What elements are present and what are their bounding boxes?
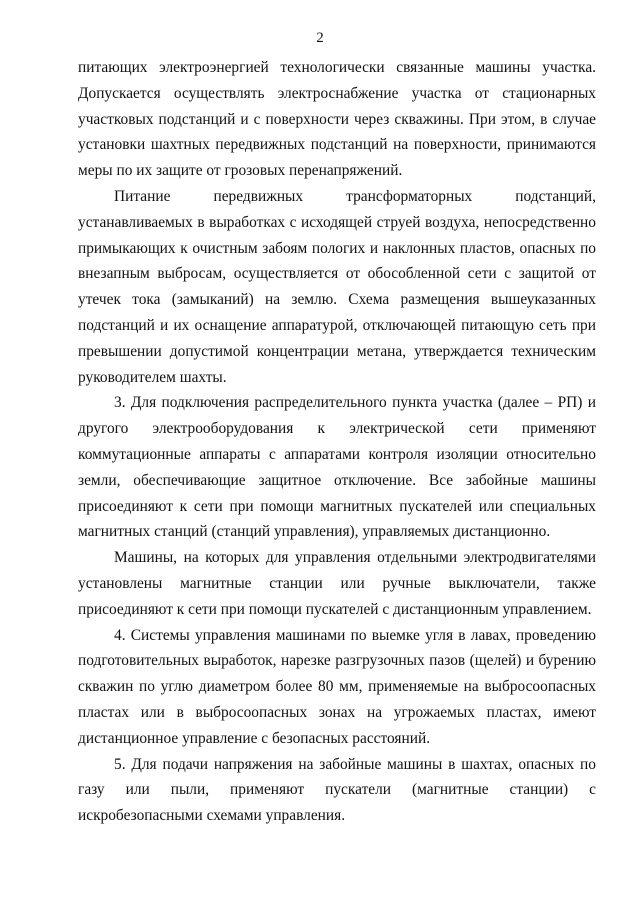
- paragraph-2: Питание передвижных трансформаторных подстанций, устанавливаемых в выработках с исходящей струей воздуха, непосредственно примыкающих к очистным забоям пологих и наклонных пластов, опасных по внезапным выбросам, осуществляется от обособленной сети с защитой от утечек тока (замыканий) на землю. Схема размещения вышеуказанных подстанций и их оснащение аппаратурой, отключающей питающую сеть при превышении допустимой концентрации метана, утверждается техническим руководителем шахты.: [78, 187, 596, 386]
- document-body: [78, 55, 596, 829]
- paragraph-5: 4. Системы управления машинами по выемке угля в лавах, проведению подготовительных выработок, нарезке разгрузочных пазов (щелей) и бурению скважин по углю диаметром более 80 мм, применяемые на выбросоопасных пластах или в выбросоопасных зонах на угрожаемых пластах, имеют дистанционное управление с безопасных расстояний.: [78, 626, 596, 747]
- paragraph-1: питающих электроэнергией технологически связанные машины участка. Допускается осуществлять электроснабжение участка от стационарных участковых подстанций и с поверхности через скважины. При этом, в случае установки шахтных передвижных подстанций на поверхности, принимаются меры по их защите от грозовых перенапряжений.: [78, 59, 596, 180]
- paragraph-3: 3. Для подключения распределительного пункта участка (далее – РП) и другого электрооборудования к электрической сети применяют коммутационные аппараты с аппаратами контроля изоляции относительно земли, обеспечивающие защитное отключение. Все забойные машины присоединяют к сети при помощи магнитных пускателей или специальных магнитных станций (станций управления), управляемых дистанционно.: [78, 394, 596, 541]
- paragraph-6: 5. Для подачи напряжения на забойные машины в шахтах, опасных по газу или пыли, применяют пускатели (магнитные станции) с искробезопасными схемами управления.: [78, 755, 596, 825]
- paragraph-4: Машины, на которых для управления отдельными электродвигателями установлены магнитные станции или ручные выключатели, также присоединяют к сети при помощи пускателей с дистанционным управлением.: [78, 549, 596, 618]
- page-number: 2: [316, 30, 324, 46]
